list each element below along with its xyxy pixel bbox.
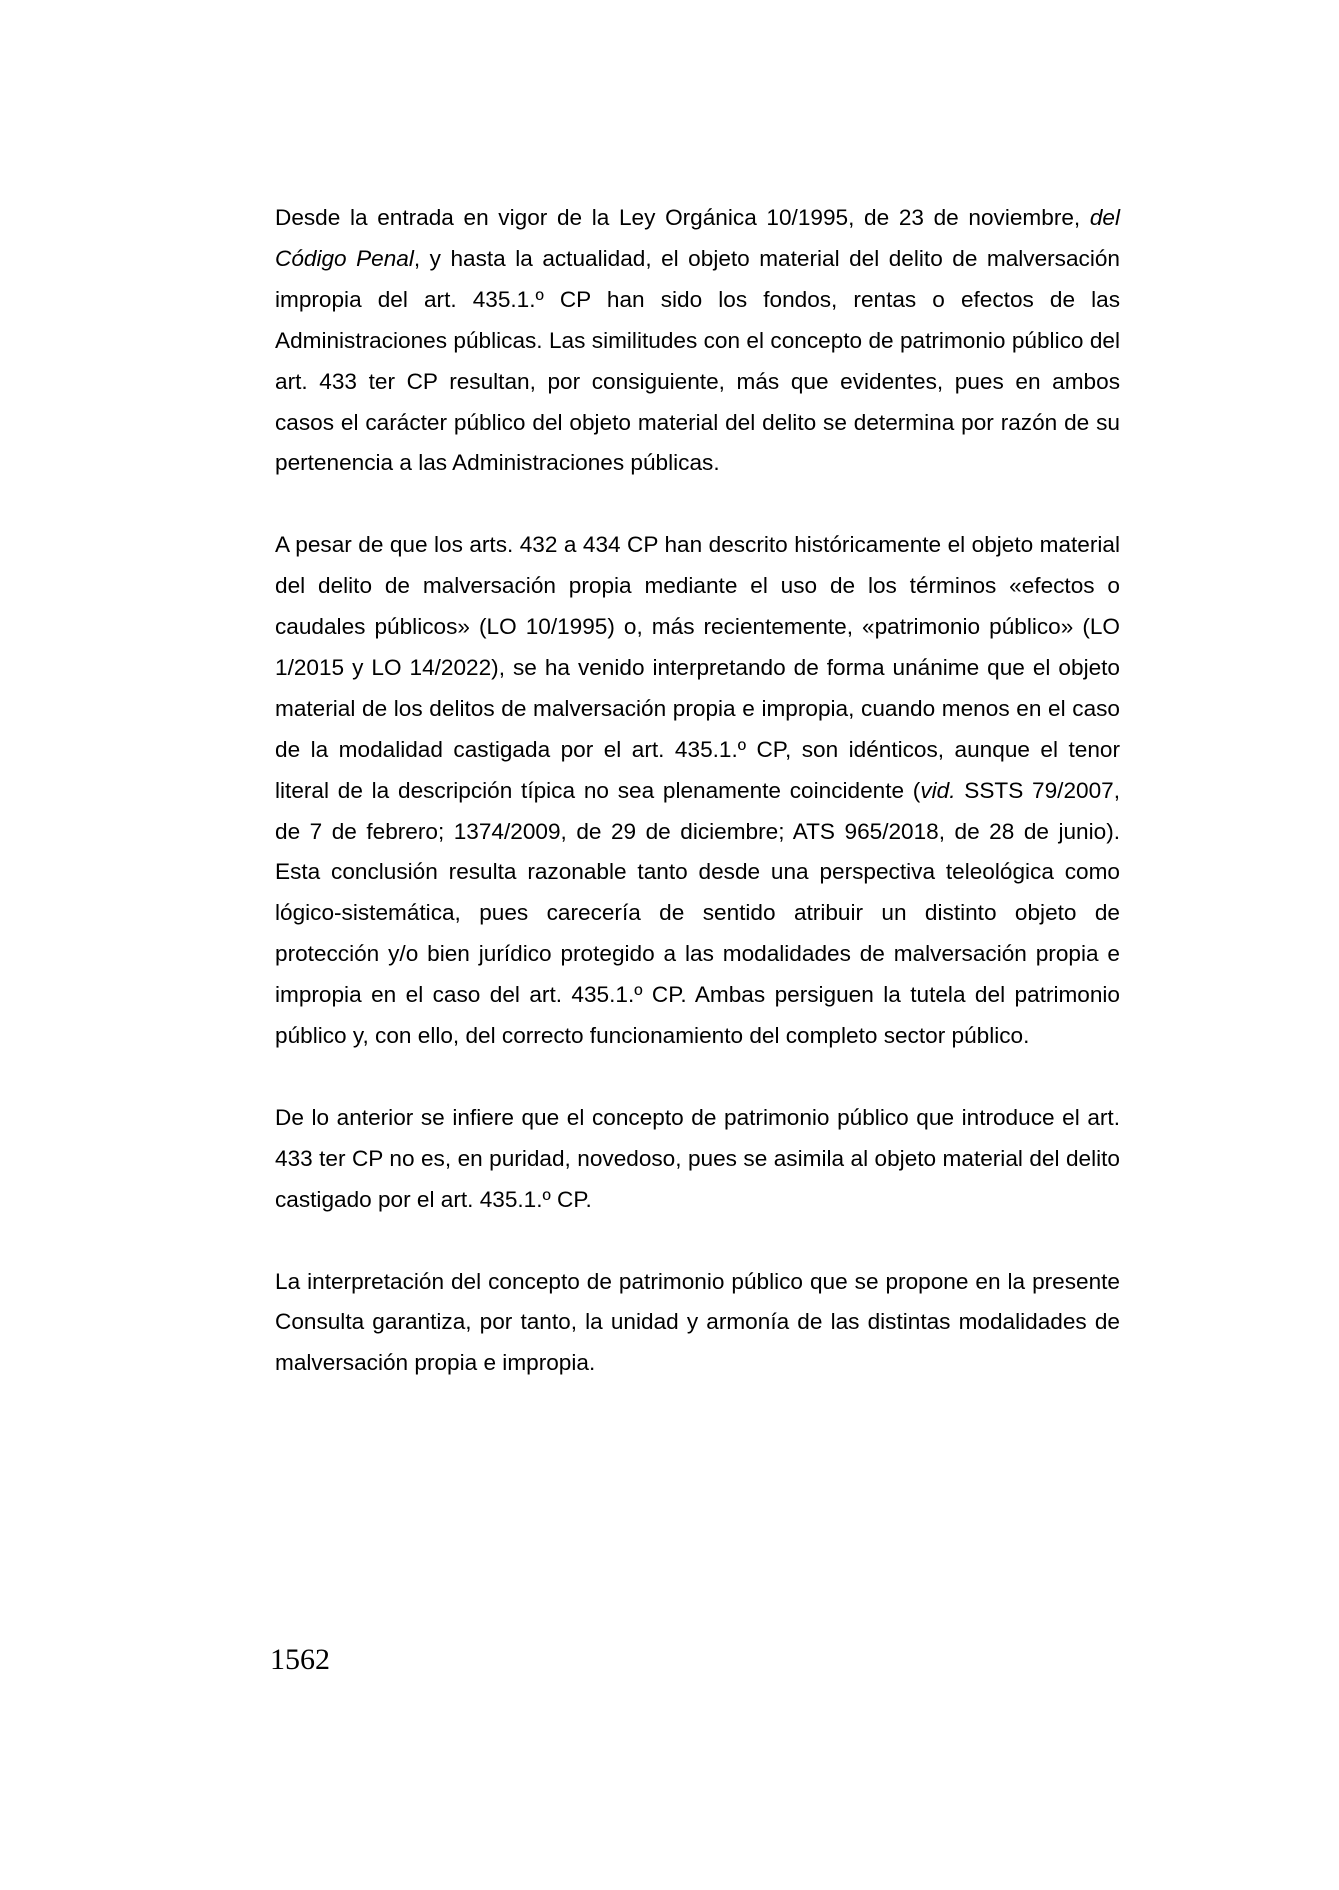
paragraph-1-italic: del Código Penal — [275, 205, 1120, 271]
paragraph-4: La interpretación del concepto de patrimonio público que se propone en la presente Consulta garantiza, por tanto, la unidad y armonía de las distintas modalidades de malversación propia e impropia. — [275, 1268, 1120, 1376]
paragraph-2 — [275, 525, 1120, 1057]
paragraph-1-text-b: , y hasta la actualidad, el objeto material del delito de malversación impropia del art. 435.1.º CP han sido los fondos, rentas o efectos de las Administraciones públicas. Las similitudes con el concepto de patrimonio público del art. 433 ter CP resultan, por consiguiente, más que evidentes, pues en ambos casos el carácter público del objeto material del delito se determina por razón de su pertenencia a las Administraciones públicas. — [275, 245, 1120, 476]
page-number: 1562 — [270, 1643, 330, 1676]
paragraph-2-text-a: A pesar de que los arts. 432 a 434 CP han descrito históricamente el objeto material del delito de malversación propia mediante el uso de los términos «efectos o caudales públicos» (LO 10/1995) o, más recientemente, «patrimonio público» (LO 1/2015 y LO 14/2022), se ha venido interpretando de forma unánime que el objeto material de los delitos de malversación propia e impropia, cuando menos en el caso de la modalidad castigada por el art. 435.1.º CP, son idénticos, aunque el tenor literal de la descripción típica no sea plenamente coincidente ( — [275, 532, 1120, 803]
paragraph-3: De lo anterior se infiere que el concepto de patrimonio público que introduce el art. 433 ter CP no es, en puridad, novedoso, pues se asimila al objeto material del delito castigado por el art. 435.1.º CP. — [275, 1104, 1120, 1212]
paragraph-2-italic: vid. — [920, 777, 956, 803]
body-text — [275, 198, 1120, 1384]
paragraph-1 — [275, 198, 1120, 484]
paragraph-2-text-b: SSTS 79/2007, de 7 de febrero; 1374/2009, de 29 de diciembre; ATS 965/2018, de 28 de junio). Esta conclusión resulta razonable tanto desde una perspectiva teleológica como lógico-sistemática, pues carecería de sentido atribuir un distinto objeto de protección y/o bien jurídico protegido a las modalidades de malversación propia e impropia en el caso del art. 435.1.º CP. Ambas persiguen la tutela del patrimonio público y, con ello, del correcto funcionamiento del completo sector público. — [275, 777, 1121, 1049]
paragraph-1-text-a: Desde la entrada en vigor de la Ley Orgánica 10/1995, de 23 de noviembre, — [275, 205, 1090, 230]
